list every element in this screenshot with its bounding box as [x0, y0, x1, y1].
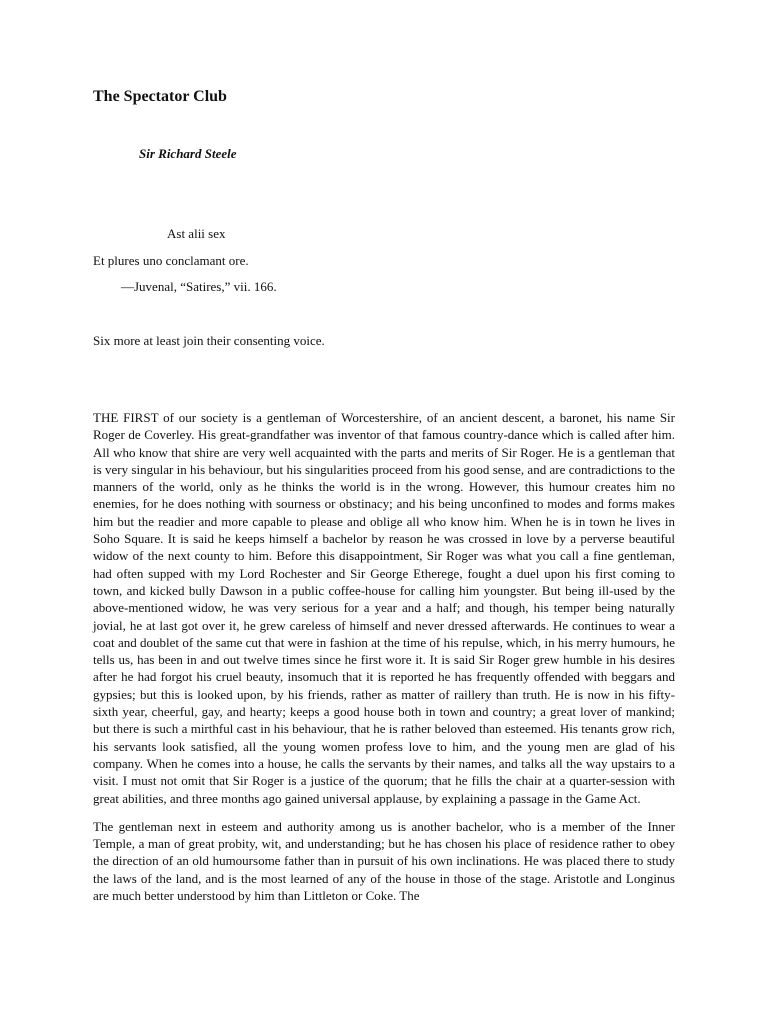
epigraph-attribution: —Juvenal, “Satires,” vii. 166.: [121, 279, 277, 294]
paragraph-1: THE FIRST of our society is a gentleman of Worcestershire, of an ancient descent, a baronet, his name Sir Roger de Coverley. His great-grandfather was inventor of that famous country-dance which is called after him. All who know that shire are very well acquainted with the parts and merits of Sir Roger. He is a gentleman that is very singular in his behaviour, but his singularities proceed from his good sense, and are contradictions to the manners of the world, only as he thinks the world is in the wrong. However, this humour creates him no enemies, for he does nothing with sourness or obstinacy; and his being unconfined to modes and forms makes him but the readier and more capable to please and oblige all who know him. When he is in town he lives in Soho Square. It is said he keeps himself a bachelor by reason he was crossed in love by a perverse beautiful widow of the next county to him. Before this disappointment, Sir Roger was what you call a fine gentleman, had often supped with my Lord Rochester and Sir George Etherege, fought a duel upon his first coming to town, and kicked bully Dawson in a public coffee-house for calling him youngster. But being ill-used by the above-mentioned widow, he was very serious for a year and a half; and though, his temper being naturally jovial, he at last got over it, he grew careless of himself and never dressed afterwards. He continues to wear a coat and doublet of the same cut that were in fashion at the time of his repulse, which, in his merry humours, he tells us, has been in and out twelve times since he first wore it. It is said Sir Roger grew humble in his desires after he had forgot his cruel beauty, insomuch that it is reported he has frequently offended with beggars and gypsies; but this is looked upon, by his friends, rather as matter of raillery than truth. He is now in his fifty-sixth year, cheerful, gay, and hearty; keeps a good house both in town and country; a great lover of mankind; but there is such a mirthful cast in his behaviour, that he is rather beloved than esteemed. His tenants grow rich, his servants look satisfied, all the young women profess love to him, and the young men are glad of his company. When he comes into a house, he calls the servants by their names, and talks all the way upstairs to a visit. I must not omit that Sir Roger is a justice of the quorum; that he fills the chair at a quarter-session with great abilities, and three months ago gained universal applause, by explaining a passage in the Game Act.: [93, 410, 675, 806]
epigraph-line-2: Et plures uno conclamant ore.: [93, 253, 249, 268]
document-author: Sir Richard Steele: [139, 146, 237, 161]
document-title: The Spectator Club: [93, 88, 227, 105]
body-text: [93, 409, 675, 915]
epigraph-line-1: Ast alii sex: [167, 226, 226, 241]
epigraph-translation: Six more at least join their consenting voice.: [93, 333, 325, 348]
paragraph-2: The gentleman next in esteem and authority among us is another bachelor, who is a member of the Inner Temple, a man of great probity, wit, and understanding; but he has chosen his place of residence rather to obey the direction of an old humoursome father than in pursuit of his own inclinations. He was placed there to study the laws of the land, and is the most learned of any of the house in those of the stage. Aristotle and Longinus are much better understood by him than Littleton or Coke. The: [93, 818, 675, 904]
